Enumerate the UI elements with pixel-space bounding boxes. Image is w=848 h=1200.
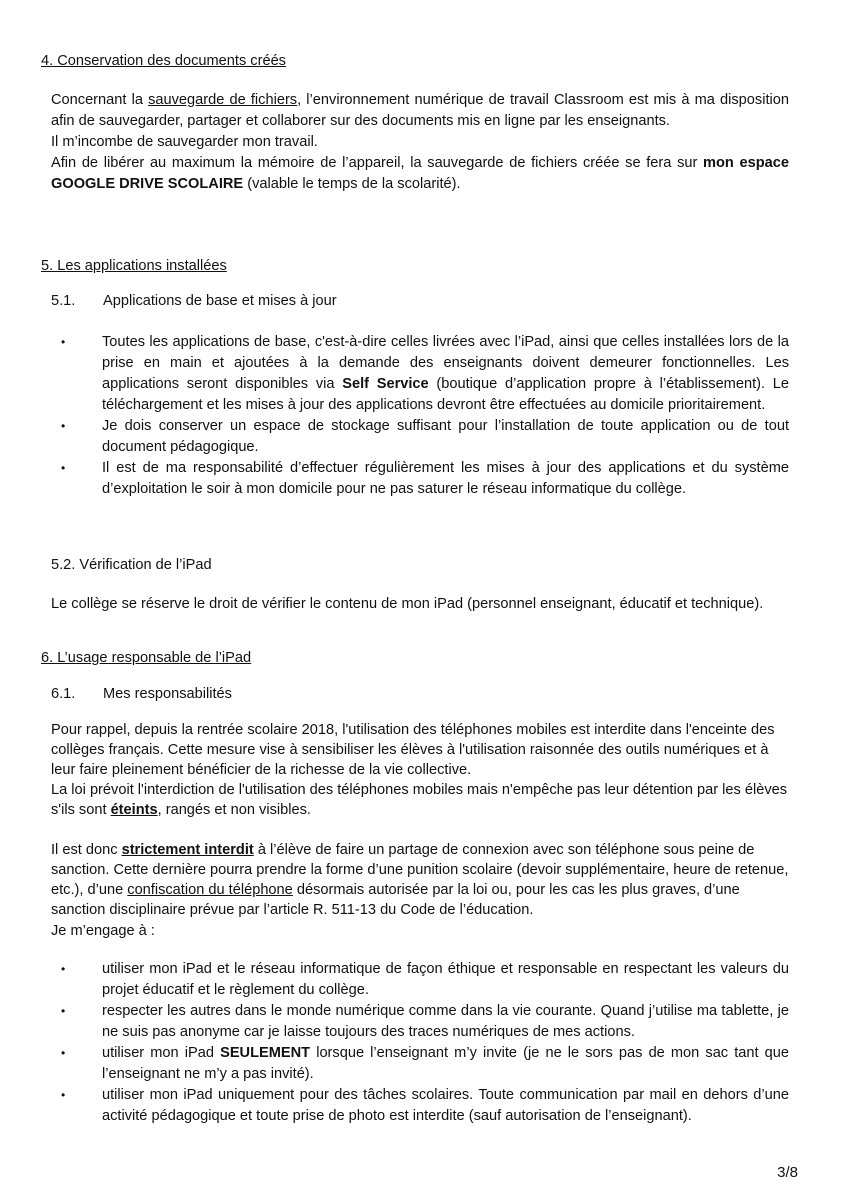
engagement-list — [61, 959, 790, 1127]
page-number: 3/8 — [777, 1164, 798, 1181]
section-5-2-heading: 5.2. Vérification de l’iPad — [51, 557, 212, 573]
section-5-heading: 5. Les applications installées — [41, 258, 227, 274]
list-item: • respecter les autres dans le monde numérique comme dans la vie courante. Quand j’utilise ma tablette, je ne suis pas anonyme car je laisse toujours des traces numériques de mes actions. — [61, 1003, 789, 1040]
bullet-icon: • — [61, 1046, 66, 1060]
section-4-paragraph-2: Il m’incombe de sauvegarder mon travail. — [51, 134, 318, 150]
bullet-icon: • — [61, 461, 66, 475]
section-4-paragraph-1: Concernant la sauvegarde de fichiers, l’environnement numérique de travail Classroom est mis à ma disposition afin de sauvegarder, partager et collaborer sur des documents mis en ligne par les enseignants. — [51, 92, 789, 129]
bullet-icon: • — [61, 1088, 66, 1102]
list-item: • utiliser mon iPad SEULEMENT lorsque l’enseignant m’y invite (je ne le sors pas de mon sac tant que l’enseignant ne m’y a pas invité). — [61, 1045, 790, 1082]
bullet-icon: • — [61, 1004, 66, 1018]
section-6-paragraph-3: Il est donc strictement interdit à l’élève de faire un partage de connexion avec son téléphone sous peine de sanction. Cette dernière pourra prendre la forme d’une punition scolaire (devoir supplémentaire, heure de retenue, etc.), d’une confiscation du téléphone désormais autorisée par la loi ou, pour les cas les plus graves, d’une sanction disciplinaire prévue par l’article R. 511-13 du Code de l’éducation. — [51, 842, 789, 918]
list-item: • utiliser mon iPad uniquement pour des tâches scolaires. Toute communication par mail en dehors d’une activité pédagogique et toute prise de photo est interdite (sauf autorisation de l’enseignant). — [61, 1087, 789, 1124]
sauvegarde-link: sauvegarde de fichiers — [148, 92, 298, 108]
list-item: • Je dois conserver un espace de stockage suffisant pour l’installation de toute application ou de tout document pédagogique. — [61, 418, 789, 455]
section-6-1-body — [51, 720, 791, 920]
bullet-icon: • — [61, 419, 66, 433]
section-6-paragraph-2: La loi prévoit l'interdiction de l'utilisation des téléphones mobiles mais n'empêche pas leur détention par les élèves s'ils sont éteints, rangés et non visibles. — [51, 782, 788, 818]
list-item: • utiliser mon iPad et le réseau informatique de façon éthique et responsable en respectant les valeurs du projet éducatif et le règlement du collège. — [61, 961, 789, 998]
section-6-heading: 6. L’usage responsable de l’iPad — [41, 650, 252, 666]
section-4-heading: 4. Conservation des documents créés — [41, 53, 286, 69]
section-5-1-list — [61, 332, 790, 500]
section-6-paragraph-1: Pour rappel, depuis la rentrée scolaire 2018, l'utilisation des téléphones mobiles est interdite dans l'enceinte des collèges français. Cette mesure vise à sensibiliser les élèves à l'utilisation raisonnée des outils numériques et à leur faire pleinement bénéficier de la richesse de la vie collective. — [51, 722, 775, 778]
confiscation-link: confiscation du téléphone — [127, 882, 293, 898]
section-4-paragraph-3: Afin de libérer au maximum la mémoire de l’appareil, la sauvegarde de fichiers créée se fera sur mon espace GOOGLE DRIVE SCOLAIRE (valable le temps de la scolarité). — [51, 155, 789, 192]
engage-intro: Je m’engage à : — [51, 923, 155, 939]
section-5-1-heading: 5.1. Applications de base et mises à jour — [51, 293, 337, 309]
section-4-body — [51, 90, 789, 195]
list-item: • Toutes les applications de base, c'est-à-dire celles livrées avec l’iPad, ainsi que celles installées lors de la prise en main et ajoutées à la demande des enseignants doivent demeurer fonctionnelles. Les applications seront disponibles via Self Service (boutique d’application propre à l’établissement). Le téléchargement et les mises à jour des applications devront être effectuées au domicile prioritairement. — [61, 334, 790, 413]
section-6-1-heading: 6.1. Mes responsabilités — [51, 686, 232, 702]
section-5-2-text: Le collège se réserve le droit de vérifier le contenu de mon iPad (personnel enseignant, éducatif et technique). — [51, 596, 764, 612]
bullet-icon: • — [61, 335, 66, 349]
list-item: • Il est de ma responsabilité d’effectuer régulièrement les mises à jour des applications et du système d’exploitation le soir à mon domicile pour ne pas saturer le réseau informatique du collège. — [61, 460, 789, 497]
bullet-icon: • — [61, 962, 66, 976]
